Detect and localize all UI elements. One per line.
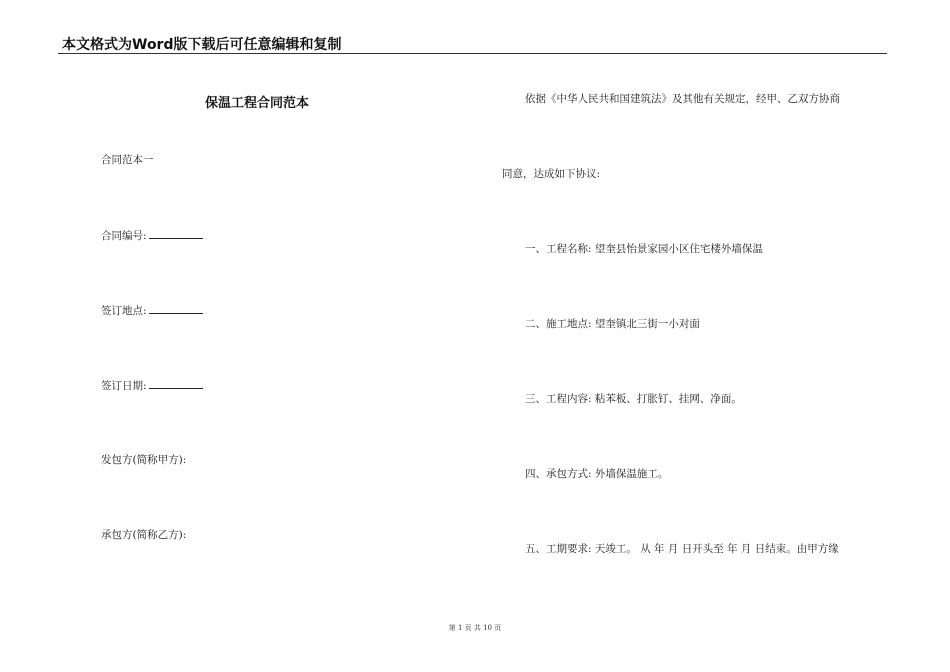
sign-date-blank xyxy=(149,378,203,389)
intro-line-1: 依据《中华人民共和国建筑法》及其他有关规定，经甲、乙双方协商 xyxy=(525,93,840,105)
clause-schedule: 五、工期要求: 天竣工。 从 年 月 日开头至 年 月 日结束。由甲方缘 xyxy=(525,543,839,555)
contract-subtitle: 合同范本一 xyxy=(101,154,154,166)
page-footer: 第 1 页 共 10 页 xyxy=(448,624,502,632)
clause-work-content: 三、工程内容: 粘苯板、打胀钉、挂网、净面。 xyxy=(525,393,742,405)
contract-number-row xyxy=(101,228,203,243)
document-title: 保温工程合同范本 xyxy=(205,96,310,111)
contract-number-label: 合同编号: xyxy=(101,230,147,242)
sign-date-label: 签订日期: xyxy=(101,380,147,392)
sign-date-row xyxy=(101,378,203,393)
clause-project-name: 一、工程名称: 望奎县怡景家园小区住宅楼外墙保温 xyxy=(525,243,763,255)
document-banner: 本文格式为Word版下载后可任意编辑和复制 xyxy=(62,37,342,53)
clause-site-location: 二、施工地点: 望奎镇北三街一小对面 xyxy=(525,318,700,330)
party-b-label: 承包方(简称乙方): xyxy=(101,529,187,541)
clause-contract-mode: 四、承包方式: 外墙保温施工。 xyxy=(525,468,669,480)
party-a-label: 发包方(简称甲方): xyxy=(101,454,187,466)
intro-line-2: 同意，达成如下协议: xyxy=(502,168,601,180)
sign-place-label: 签订地点: xyxy=(101,305,147,317)
contract-number-blank xyxy=(149,228,203,239)
banner-divider xyxy=(58,53,887,54)
sign-place-row xyxy=(101,303,203,318)
sign-place-blank xyxy=(149,303,203,314)
